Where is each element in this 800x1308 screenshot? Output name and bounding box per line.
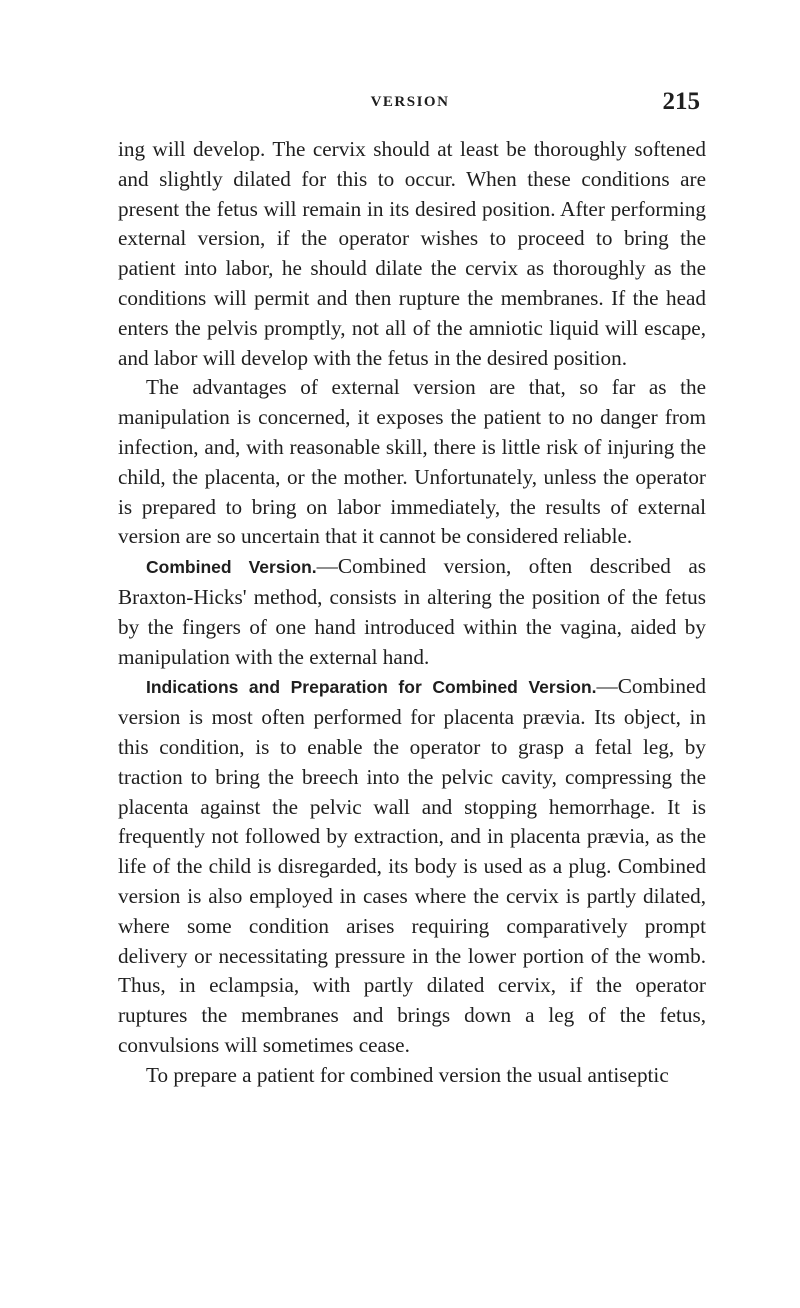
paragraph-text: —Combined version, often described as Braxton-Hicks' method, consists in altering the position of the fetus by the fingers of one hand introduced within the vagina, aided by manipulation with the external hand. bbox=[118, 554, 707, 669]
paragraph-text: ing will develop. The cervix should at least be thoroughly softened and slightly dilated for this to occur. When these conditions are present the fetus will remain in its desired position. After performing external version, if the operator wishes to proceed to bring the patient into labor, he should dilate the cervix as thoroughly as the conditions will permit and then rupture the membranes. If the head enters the pelvis promptly, not all of the amniotic liquid will escape, and labor will develop with the fetus in the desired position. bbox=[118, 137, 706, 370]
section-heading: Indications and Preparation for Combined Version. bbox=[146, 677, 597, 698]
paragraph-continuation bbox=[118, 135, 706, 373]
paragraph-text: To prepare a patient for combined version the usual antiseptic bbox=[146, 1062, 669, 1087]
paragraph-external-version-advantages bbox=[118, 373, 706, 552]
running-title: VERSION bbox=[370, 94, 450, 110]
section-heading: Combined Version. bbox=[146, 557, 317, 578]
paragraph-text: The advantages of external version are that, so far as the manipulation is concerned, it exposes the patient to no danger from infection, and, with reasonable skill, there is little risk of injuring the child, the placenta, or the mother. Unfortunately, unless the operator is prepared to bring on labor immediately, the results of external version are so uncertain that it cannot be considered reliable. bbox=[118, 375, 706, 549]
paragraph-text: —Combined version is most often performed for placenta prævia. Its object, in this condition, is to enable the operator to grasp a fetal leg, by traction to bring the breech into the pelvic cavity, compressing the placenta against the pelvic wall and stopping hemorrhage. It is frequently not followed by extraction, and in placenta prævia, as the life of the child is disregarded, its body is used as a plug. Combined version is also employed in cases where the cervix is partly dilated, where some condition arises requiring comparatively prompt delivery or necessitating pressure in the lower portion of the womb. Thus, in eclampsia, with partly dilated cervix, if the operator ruptures the membranes and brings down a leg of the fetus, convulsions will sometimes cease. bbox=[118, 674, 706, 1057]
paragraph-combined-version bbox=[118, 552, 706, 672]
body-text bbox=[118, 135, 706, 1091]
paragraph-preparation bbox=[118, 1061, 706, 1091]
page-number: 215 bbox=[662, 88, 700, 115]
paragraph-indications bbox=[118, 672, 706, 1060]
running-head bbox=[120, 88, 700, 128]
